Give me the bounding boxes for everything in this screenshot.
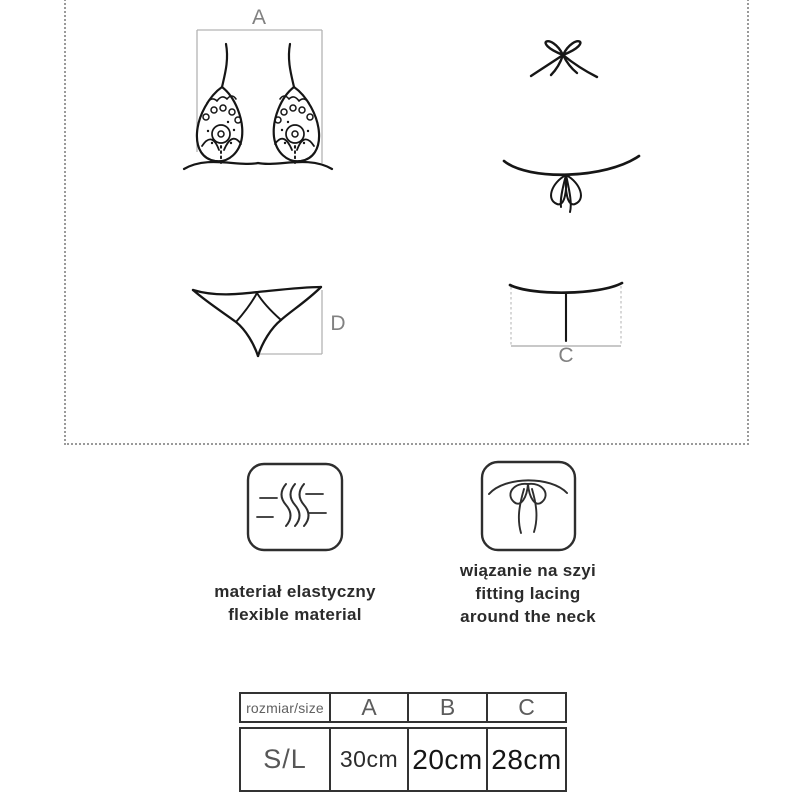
size-table-data-row [239,727,567,792]
measurement-guides [197,30,621,354]
caption-line: flexible material [228,605,362,624]
bra-back-neck-knot-sketch [531,41,597,77]
neck-lacing-caption [408,559,648,628]
caption-line: materiał elastyczny [214,582,376,601]
value-cell-C: 28cm [486,729,565,790]
size-table-header-row [239,692,567,723]
brief-back-sketch [510,283,622,341]
flexible-material-caption [165,580,425,626]
value-cell-A: 30cm [329,729,407,790]
neck-lacing-icon [482,462,575,550]
caption-line: around the neck [460,607,596,626]
size-cell: S/L [263,744,307,774]
size-table-column-C: C [486,694,565,721]
brief-front-sketch [193,287,321,356]
size-table-column-A: A [329,694,407,721]
value-cell-B: 20cm [407,729,486,790]
caption-line: wiązanie na szyi [459,561,597,580]
size-table-column-B: B [407,694,486,721]
label-A-bra-width: A [251,6,267,29]
size-table [239,692,567,792]
caption-line: fitting lacing [475,584,581,603]
label-C-back-width: C [558,344,574,367]
bra-back-band-bow-sketch [504,156,639,212]
label-D-brief-height: D [330,312,346,335]
bra-front-sketch [184,44,332,169]
flexible-material-icon [248,464,342,550]
size-table-header-label: rozmiar/size [246,699,324,716]
